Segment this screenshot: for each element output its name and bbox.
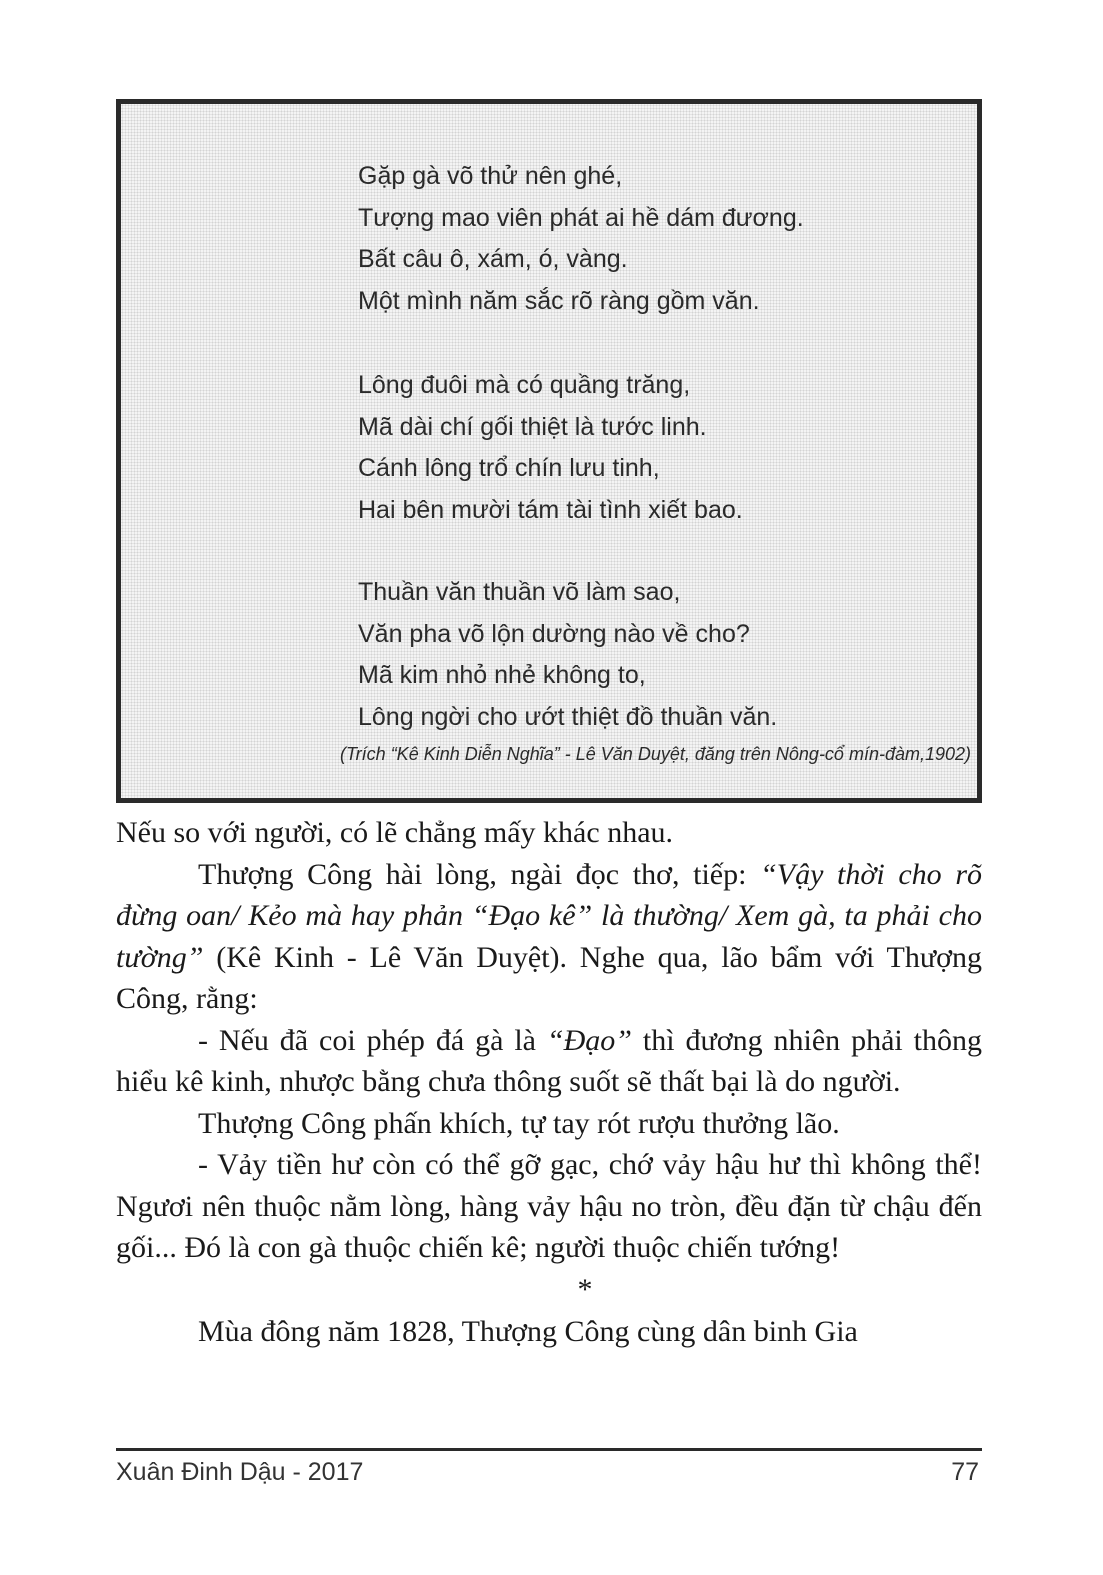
paragraph-5: - Vảy tiền hư còn có thể gỡ gạc, chớ vảy hậu hư thì không thể! Ngươi nên thuộc nằm lòng, hàng vảy hậu no tròn, đều đặn từ chậu đến gối... Đó là con gà thuộc chiến kê; người thuộc chiến tướng! <box>116 1148 982 1264</box>
poem-line: Lông đuôi mà có quầng trăng, <box>358 371 691 399</box>
poem-line: Mã kim nhỏ nhẻ không to, <box>358 661 646 689</box>
poem-line: Mã dài chí gối thiệt là tước linh. <box>358 412 707 441</box>
poem-line: Văn pha võ lộn dường nào về cho? <box>358 619 750 648</box>
section-separator: * <box>577 1272 593 1306</box>
poem-line: Một mình năm sắc rõ ràng gồm văn. <box>358 286 760 315</box>
page-number: 77 <box>951 1458 979 1486</box>
footer-title: Xuân Đinh Dậu - 2017 <box>116 1458 364 1486</box>
poem-box <box>116 99 982 803</box>
paragraph-2-quote: “Vậy thời cho rõ đừng oan/ Kẻo mà hay phản “Đạo kê” là thường/ Xem gà, ta phải cho tường” <box>116 857 983 974</box>
poem-line: Thuần văn thuần võ làm sao, <box>358 578 681 606</box>
poem-line: Lông ngời cho ướt thiệt đồ thuần văn. <box>358 702 778 731</box>
poem-stanza-1 <box>358 156 804 322</box>
paragraph-6: Mùa đông năm 1828, Thượng Công cùng dân binh Gia <box>198 1314 858 1348</box>
paragraph-3-rest: thì đương nhiên phải thông hiểu kê kinh, nhược bằng chưa thông suốt sẽ thất bại là do người. <box>116 1023 982 1098</box>
paragraph-3-quote: “Đạo” <box>546 1023 632 1057</box>
footer-rule <box>116 1448 982 1451</box>
paragraph-3-text: - Nếu đã coi phép đá gà là <box>198 1023 547 1057</box>
paragraph-4: Thượng Công phấn khích, tự tay rót rượu thưởng lão. <box>198 1106 840 1140</box>
body-text <box>116 812 982 1352</box>
poem-stanza-2 <box>358 365 743 531</box>
poem-stanza-3 <box>358 572 777 738</box>
paragraph-2-text: Thượng Công hài lòng, ngài đọc thơ, tiếp: <box>198 857 761 891</box>
poem-line: Tượng mao viên phát ai hề dám đương. <box>358 203 804 232</box>
poem-line: Bất câu ô, xám, ó, vàng. <box>358 245 628 273</box>
poem-line: Hai bên mười tám tài tình xiết bao. <box>358 495 743 524</box>
paragraph-3 <box>116 1020 982 1103</box>
poem-line: Cánh lông trổ chín lưu tinh, <box>358 454 660 482</box>
poem-citation: (Trích “Kê Kinh Diễn Nghĩa” - Lê Văn Duyệt, đăng trên Nông-cổ mín-đàm,1902) <box>340 744 971 764</box>
poem-line: Gặp gà võ thử nên ghé, <box>358 162 623 190</box>
paragraph-2 <box>116 854 982 1020</box>
paragraph-1: Nếu so với người, có lẽ chẳng mấy khác nhau. <box>116 816 674 849</box>
paragraph-2-source: (Kê Kinh - Lê Văn Duyệt). Nghe qua, lão bẩm với Thượng Công, rằng: <box>116 940 982 1015</box>
